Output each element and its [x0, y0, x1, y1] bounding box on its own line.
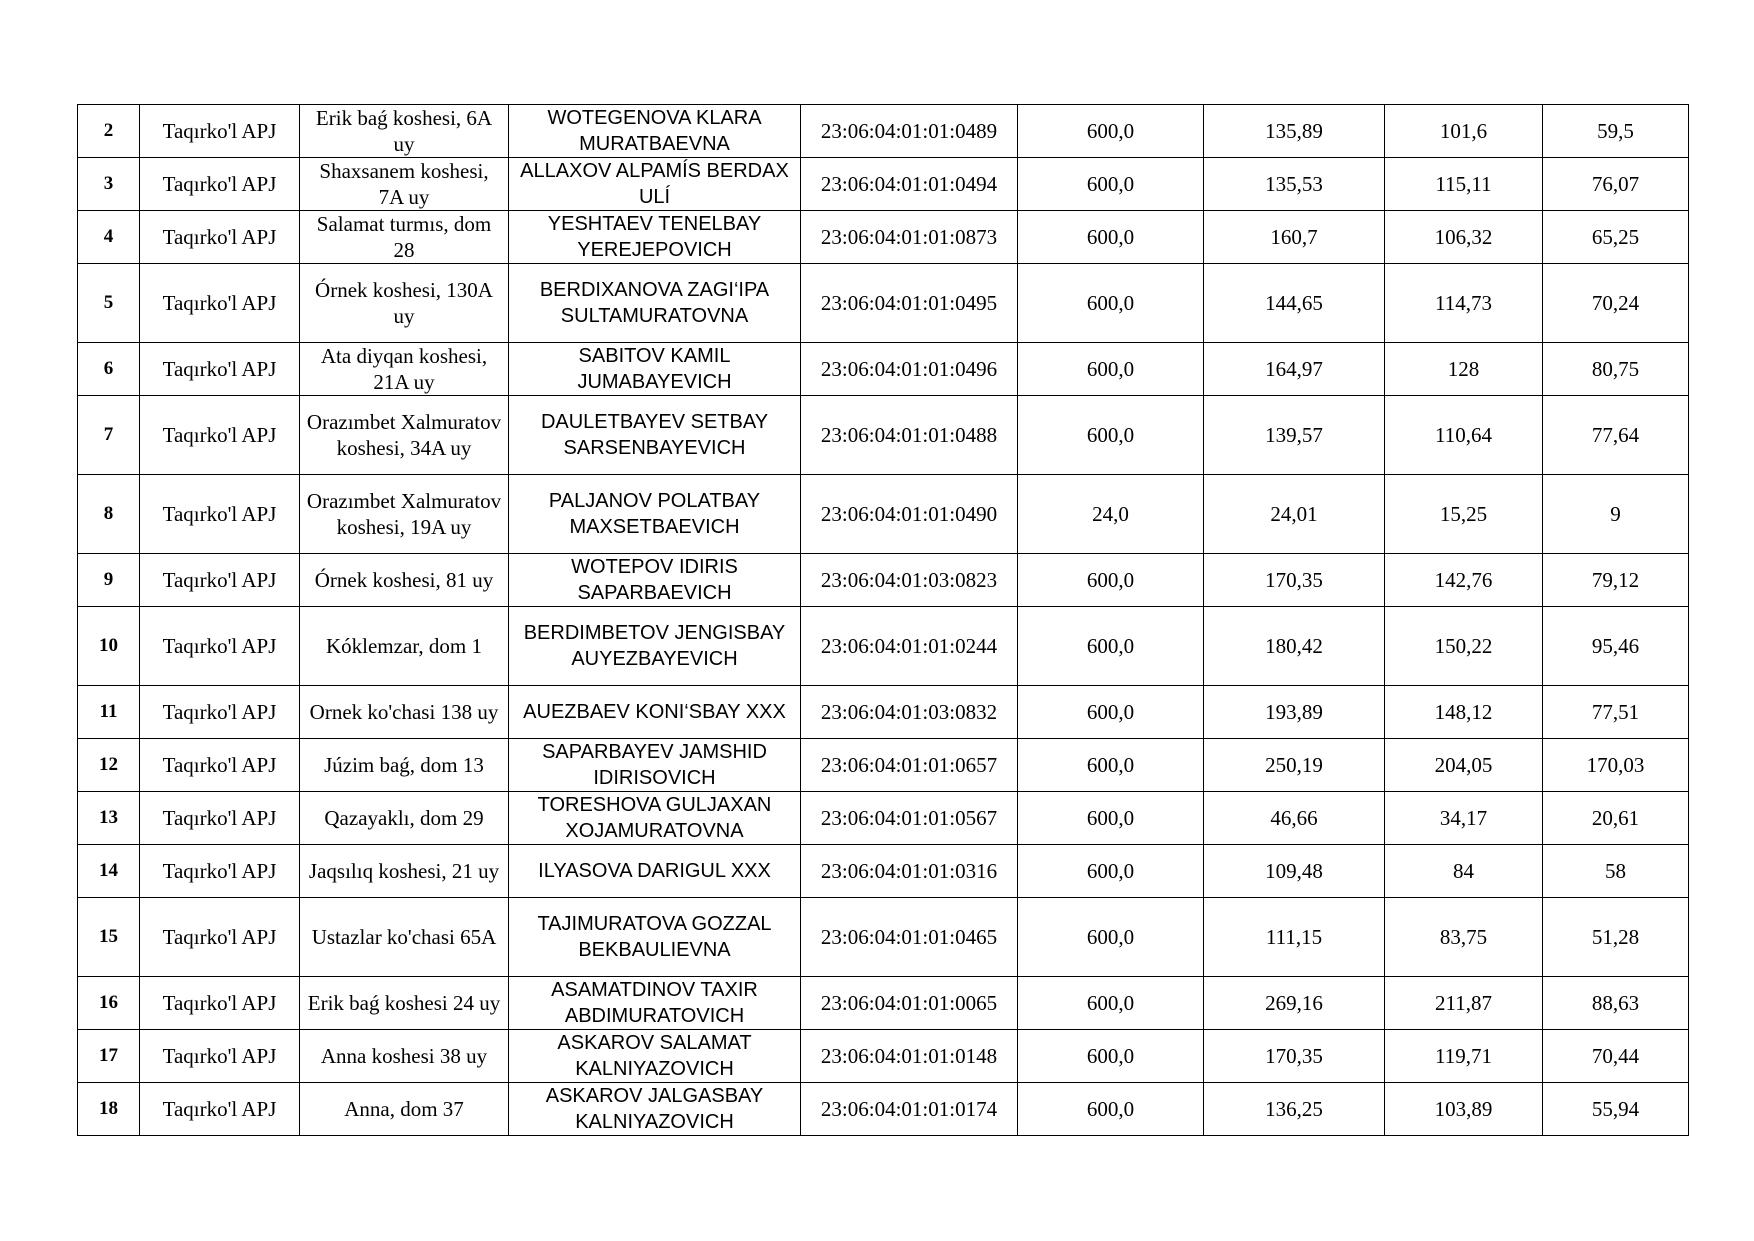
- value-2-cell: 115,11: [1385, 158, 1543, 211]
- cadastre-number-cell: 23:06:04:01:01:0496: [801, 343, 1018, 396]
- value-2-cell: 128: [1385, 343, 1543, 396]
- table-row: [78, 396, 1689, 475]
- value-1-cell: 170,35: [1204, 1030, 1385, 1083]
- organization-cell: Taqırko'l APJ: [140, 792, 300, 845]
- area-cell: 24,0: [1018, 475, 1204, 554]
- address-cell: Salamat turmıs, dom 28: [300, 211, 509, 264]
- cadastre-number-cell: 23:06:04:01:01:0873: [801, 211, 1018, 264]
- value-1-cell: 144,65: [1204, 264, 1385, 343]
- value-3-cell: 70,44: [1543, 1030, 1689, 1083]
- value-3-cell: 9: [1543, 475, 1689, 554]
- organization-cell: Taqırko'l APJ: [140, 977, 300, 1030]
- row-number: 6: [78, 343, 140, 396]
- address-cell: Jaqsılıq koshesi, 21 uy: [300, 845, 509, 898]
- area-cell: 600,0: [1018, 343, 1204, 396]
- cadastre-number-cell: 23:06:04:01:03:0832: [801, 686, 1018, 739]
- organization-cell: Taqırko'l APJ: [140, 1030, 300, 1083]
- owner-cell: TAJIMURATOVA GOZZAL BEKBAULIEVNA: [509, 898, 801, 977]
- value-2-cell: 114,73: [1385, 264, 1543, 343]
- table-row: [78, 475, 1689, 554]
- owner-cell: ILYASOVA DARIGUL XXX: [509, 845, 801, 898]
- area-cell: 600,0: [1018, 105, 1204, 158]
- value-3-cell: 58: [1543, 845, 1689, 898]
- owner-cell: TORESHOVA GULJAXAN XOJAMURATOVNA: [509, 792, 801, 845]
- value-3-cell: 70,24: [1543, 264, 1689, 343]
- area-cell: 600,0: [1018, 158, 1204, 211]
- organization-cell: Taqırko'l APJ: [140, 686, 300, 739]
- value-1-cell: 250,19: [1204, 739, 1385, 792]
- cadastre-number-cell: 23:06:04:01:03:0823: [801, 554, 1018, 607]
- owner-cell: ASKAROV SALAMAT KALNIYAZOVICH: [509, 1030, 801, 1083]
- value-3-cell: 80,75: [1543, 343, 1689, 396]
- value-2-cell: 83,75: [1385, 898, 1543, 977]
- value-2-cell: 119,71: [1385, 1030, 1543, 1083]
- row-number: 8: [78, 475, 140, 554]
- organization-cell: Taqırko'l APJ: [140, 264, 300, 343]
- cadastre-number-cell: 23:06:04:01:01:0495: [801, 264, 1018, 343]
- organization-cell: Taqırko'l APJ: [140, 475, 300, 554]
- row-number: 16: [78, 977, 140, 1030]
- table-row: [78, 739, 1689, 792]
- area-cell: 600,0: [1018, 1030, 1204, 1083]
- area-cell: 600,0: [1018, 686, 1204, 739]
- organization-cell: Taqırko'l APJ: [140, 211, 300, 264]
- owner-cell: AUEZBAEV KONI‘SBAY XXX: [509, 686, 801, 739]
- organization-cell: Taqırko'l APJ: [140, 1083, 300, 1136]
- value-2-cell: 150,22: [1385, 607, 1543, 686]
- address-cell: Kóklemzar, dom 1: [300, 607, 509, 686]
- organization-cell: Taqırko'l APJ: [140, 158, 300, 211]
- area-cell: 600,0: [1018, 739, 1204, 792]
- organization-cell: Taqırko'l APJ: [140, 554, 300, 607]
- value-1-cell: 24,01: [1204, 475, 1385, 554]
- value-1-cell: 46,66: [1204, 792, 1385, 845]
- value-3-cell: 77,64: [1543, 396, 1689, 475]
- value-1-cell: 170,35: [1204, 554, 1385, 607]
- cadastre-number-cell: 23:06:04:01:01:0465: [801, 898, 1018, 977]
- row-number: 15: [78, 898, 140, 977]
- value-3-cell: 51,28: [1543, 898, 1689, 977]
- area-cell: 600,0: [1018, 264, 1204, 343]
- value-3-cell: 59,5: [1543, 105, 1689, 158]
- row-number: 14: [78, 845, 140, 898]
- cadastre-number-cell: 23:06:04:01:01:0488: [801, 396, 1018, 475]
- table-row: [78, 554, 1689, 607]
- organization-cell: Taqırko'l APJ: [140, 845, 300, 898]
- owner-cell: WOTEGENOVA KLARA MURATBAEVNA: [509, 105, 801, 158]
- area-cell: 600,0: [1018, 211, 1204, 264]
- address-cell: Ornek ko'chasi 138 uy: [300, 686, 509, 739]
- address-cell: Erik baǵ koshesi 24 uy: [300, 977, 509, 1030]
- owner-cell: YESHTAEV TENELBAY YEREJEPOVICH: [509, 211, 801, 264]
- value-1-cell: 135,53: [1204, 158, 1385, 211]
- value-2-cell: 211,87: [1385, 977, 1543, 1030]
- value-3-cell: 77,51: [1543, 686, 1689, 739]
- value-2-cell: 106,32: [1385, 211, 1543, 264]
- address-cell: Qazayaklı, dom 29: [300, 792, 509, 845]
- owner-cell: SAPARBAYEV JAMSHID IDIRISOVICH: [509, 739, 801, 792]
- address-cell: Órnek koshesi, 130A uy: [300, 264, 509, 343]
- cadastre-number-cell: 23:06:04:01:01:0174: [801, 1083, 1018, 1136]
- value-1-cell: 109,48: [1204, 845, 1385, 898]
- value-1-cell: 160,7: [1204, 211, 1385, 264]
- area-cell: 600,0: [1018, 607, 1204, 686]
- value-3-cell: 55,94: [1543, 1083, 1689, 1136]
- row-number: 13: [78, 792, 140, 845]
- value-2-cell: 103,89: [1385, 1083, 1543, 1136]
- organization-cell: Taqırko'l APJ: [140, 898, 300, 977]
- value-1-cell: 135,89: [1204, 105, 1385, 158]
- row-number: 18: [78, 1083, 140, 1136]
- value-3-cell: 95,46: [1543, 607, 1689, 686]
- cadastre-number-cell: 23:06:04:01:01:0489: [801, 105, 1018, 158]
- address-cell: Orazımbet Xalmuratov koshesi, 34A uy: [300, 396, 509, 475]
- value-1-cell: 164,97: [1204, 343, 1385, 396]
- area-cell: 600,0: [1018, 845, 1204, 898]
- value-3-cell: 79,12: [1543, 554, 1689, 607]
- value-3-cell: 20,61: [1543, 792, 1689, 845]
- cadastre-number-cell: 23:06:04:01:01:0490: [801, 475, 1018, 554]
- cadastre-number-cell: 23:06:04:01:01:0148: [801, 1030, 1018, 1083]
- address-cell: Shaxsanem koshesi, 7A uy: [300, 158, 509, 211]
- address-cell: Anna, dom 37: [300, 1083, 509, 1136]
- cadastre-number-cell: 23:06:04:01:01:0657: [801, 739, 1018, 792]
- address-cell: Erik baǵ koshesi, 6A uy: [300, 105, 509, 158]
- owner-cell: SABITOV KAMIL JUMABAYEVICH: [509, 343, 801, 396]
- address-cell: Órnek koshesi, 81 uy: [300, 554, 509, 607]
- value-3-cell: 88,63: [1543, 977, 1689, 1030]
- cadastre-number-cell: 23:06:04:01:01:0567: [801, 792, 1018, 845]
- organization-cell: Taqırko'l APJ: [140, 343, 300, 396]
- owner-cell: PALJANOV POLATBAY MAXSETBAEVICH: [509, 475, 801, 554]
- cadastre-number-cell: 23:06:04:01:01:0494: [801, 158, 1018, 211]
- address-cell: Orazımbet Xalmuratov koshesi, 19A uy: [300, 475, 509, 554]
- land-plot-table: [77, 104, 1689, 1136]
- table-row: [78, 792, 1689, 845]
- owner-cell: ASKAROV JALGASBAY KALNIYAZOVICH: [509, 1083, 801, 1136]
- area-cell: 600,0: [1018, 554, 1204, 607]
- table-row: [78, 898, 1689, 977]
- row-number: 17: [78, 1030, 140, 1083]
- value-2-cell: 34,17: [1385, 792, 1543, 845]
- owner-cell: DAULETBAYEV SETBAY SARSENBAYEVICH: [509, 396, 801, 475]
- table-row: [78, 845, 1689, 898]
- row-number: 9: [78, 554, 140, 607]
- row-number: 2: [78, 105, 140, 158]
- table-row: [78, 607, 1689, 686]
- owner-cell: WOTEPOV IDIRIS SAPARBAEVICH: [509, 554, 801, 607]
- owner-cell: BERDIXANOVA ZAGI‘IPA SULTAMURATOVNA: [509, 264, 801, 343]
- value-3-cell: 76,07: [1543, 158, 1689, 211]
- row-number: 7: [78, 396, 140, 475]
- address-cell: Ustazlar ko'chasi 65A: [300, 898, 509, 977]
- value-2-cell: 84: [1385, 845, 1543, 898]
- organization-cell: Taqırko'l APJ: [140, 739, 300, 792]
- value-2-cell: 110,64: [1385, 396, 1543, 475]
- owner-cell: ASAMATDINOV TAXIR ABDIMURATOVICH: [509, 977, 801, 1030]
- row-number: 3: [78, 158, 140, 211]
- address-cell: Júzim baǵ, dom 13: [300, 739, 509, 792]
- cadastre-number-cell: 23:06:04:01:01:0065: [801, 977, 1018, 1030]
- value-2-cell: 15,25: [1385, 475, 1543, 554]
- value-3-cell: 170,03: [1543, 739, 1689, 792]
- value-1-cell: 269,16: [1204, 977, 1385, 1030]
- value-1-cell: 180,42: [1204, 607, 1385, 686]
- row-number: 11: [78, 686, 140, 739]
- table-row: [78, 343, 1689, 396]
- table-row: [78, 1083, 1689, 1136]
- area-cell: 600,0: [1018, 792, 1204, 845]
- owner-cell: ALLAXOV ALPAMÍS BERDAX ULÍ: [509, 158, 801, 211]
- value-2-cell: 142,76: [1385, 554, 1543, 607]
- row-number: 12: [78, 739, 140, 792]
- area-cell: 600,0: [1018, 396, 1204, 475]
- value-2-cell: 148,12: [1385, 686, 1543, 739]
- organization-cell: Taqırko'l APJ: [140, 607, 300, 686]
- table-row: [78, 686, 1689, 739]
- area-cell: 600,0: [1018, 898, 1204, 977]
- table-row: [78, 105, 1689, 158]
- value-1-cell: 111,15: [1204, 898, 1385, 977]
- value-2-cell: 204,05: [1385, 739, 1543, 792]
- cadastre-number-cell: 23:06:04:01:01:0316: [801, 845, 1018, 898]
- organization-cell: Taqırko'l APJ: [140, 396, 300, 475]
- table-row: [78, 264, 1689, 343]
- row-number: 5: [78, 264, 140, 343]
- value-2-cell: 101,6: [1385, 105, 1543, 158]
- value-3-cell: 65,25: [1543, 211, 1689, 264]
- value-1-cell: 136,25: [1204, 1083, 1385, 1136]
- area-cell: 600,0: [1018, 1083, 1204, 1136]
- table-row: [78, 1030, 1689, 1083]
- area-cell: 600,0: [1018, 977, 1204, 1030]
- owner-cell: BERDIMBETOV JENGISBAY AUYEZBAYEVICH: [509, 607, 801, 686]
- organization-cell: Taqırko'l APJ: [140, 105, 300, 158]
- address-cell: Ata diyqan koshesi, 21A uy: [300, 343, 509, 396]
- value-1-cell: 193,89: [1204, 686, 1385, 739]
- row-number: 10: [78, 607, 140, 686]
- address-cell: Anna koshesi 38 uy: [300, 1030, 509, 1083]
- cadastre-number-cell: 23:06:04:01:01:0244: [801, 607, 1018, 686]
- value-1-cell: 139,57: [1204, 396, 1385, 475]
- table-row: [78, 158, 1689, 211]
- table-row: [78, 977, 1689, 1030]
- row-number: 4: [78, 211, 140, 264]
- table-row: [78, 211, 1689, 264]
